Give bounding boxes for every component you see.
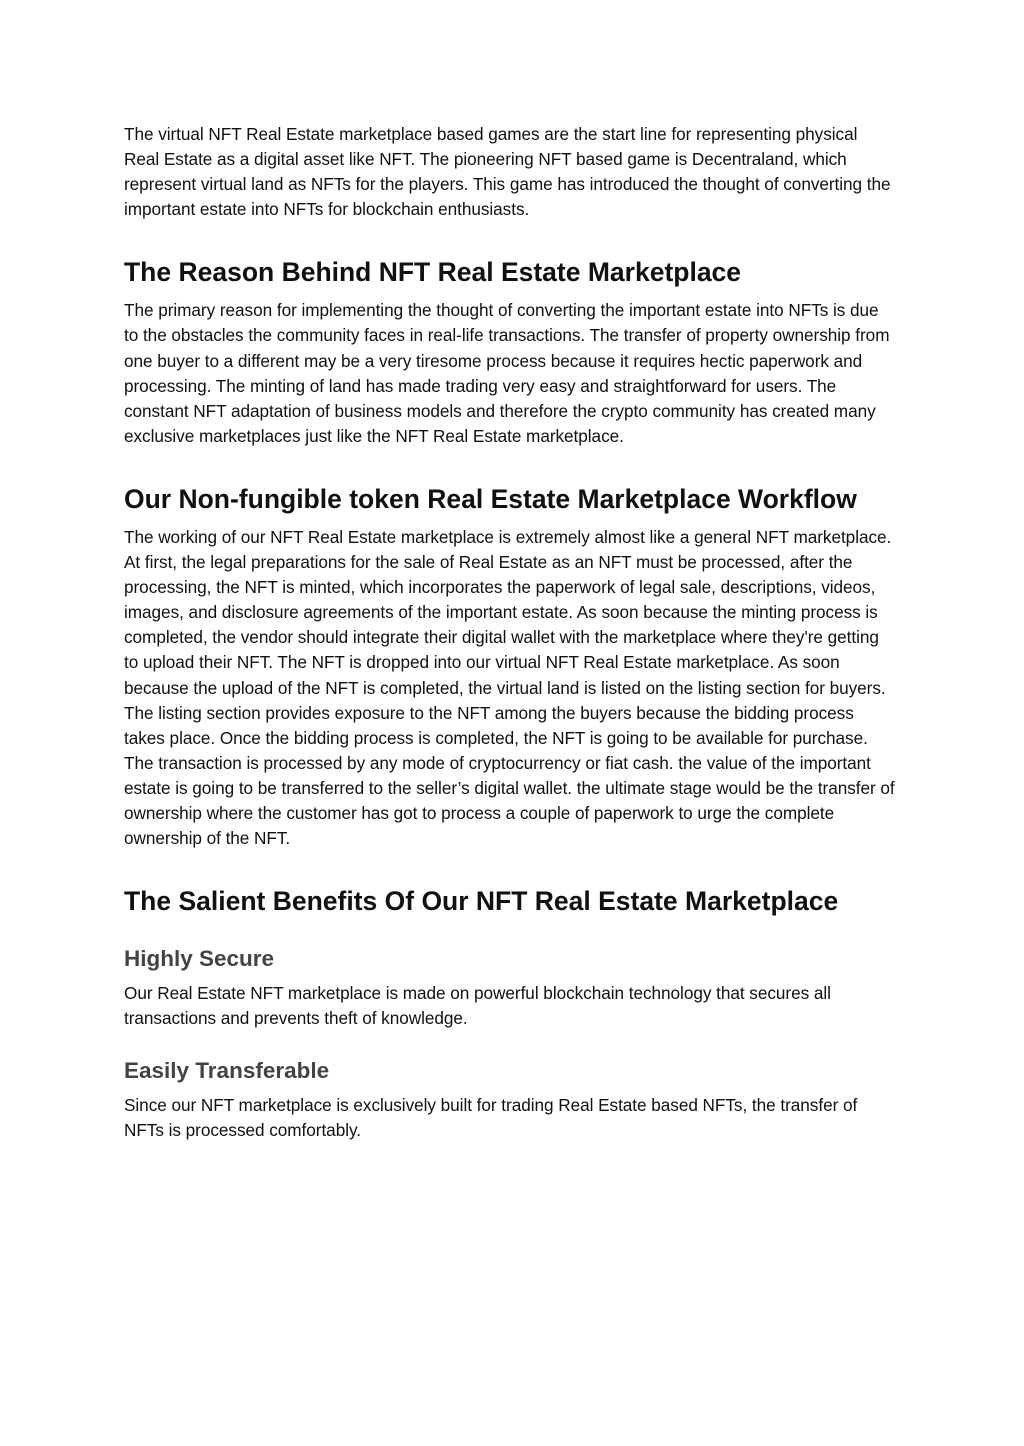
- document-page: [124, 122, 896, 1144]
- paragraph-easily-transferable: Since our NFT marketplace is exclusively built for trading Real Estate based NFTs, the transfer of NFTs is processed comfortably.: [124, 1095, 858, 1141]
- section-paragraph-reason: The primary reason for implementing the thought of converting the important estate into NFTs is due to the obstacles the community faces in real-life transactions. The transfer of property ownership from one buyer to a different may be a very tiresome process because it requires hectic paperwork and processing. The minting of land has made trading very easy and straightforward for users. The constant NFT adaptation of business models and therefore the crypto community has created many exclusive marketplaces just like the NFT Real Estate marketplace.: [124, 300, 890, 446]
- section-heading-workflow: Our Non-fungible token Real Estate Marketplace Workflow: [124, 483, 857, 514]
- subheading-easily-transferable: Easily Transferable: [124, 1058, 330, 1084]
- section-paragraph-workflow: The working of our NFT Real Estate marketplace is extremely almost like a general NFT marketplace. At first, the legal preparations for the sale of Real Estate as an NFT must be processed, after the processing, the NFT is minted, which incorporates the paperwork of legal sale, descriptions, videos, images, and disclosure agreements of the important estate. As soon because the minting process is completed, the vendor should integrate their digital wallet with the marketplace where they're getting to upload their NFT. The NFT is dropped into our virtual NFT Real Estate marketplace. As soon because the upload of the NFT is completed, the virtual land is listed on the listing section for buyers. The listing section provides exposure to the NFT among the buyers because the bidding process takes place. Once the bidding process is completed, the NFT is going to be available for purchase. The transaction is processed by any mode of cryptocurrency or fiat cash. the value of the important estate is going to be transferred to the seller’s digital wallet. the ultimate stage would be the transfer of ownership where the customer has got to process a couple of paperwork to urge the complete ownership of the NFT.: [124, 526, 895, 849]
- section-heading-reason: The Reason Behind NFT Real Estate Marketplace: [124, 257, 742, 288]
- intro-paragraph: The virtual NFT Real Estate marketplace based games are the start line for representing physical Real Estate as a digital asset like NFT. The pioneering NFT based game is Decentraland, which represent virtual land as NFTs for the players. This game has introduced the thought of converting the important estate into NFTs for blockchain enthusiasts.: [124, 124, 891, 220]
- paragraph-highly-secure: Our Real Estate NFT marketplace is made on powerful blockchain technology that secures all transactions and prevents theft of knowledge.: [124, 983, 831, 1029]
- subheading-highly-secure: Highly Secure: [124, 946, 275, 972]
- section-heading-benefits: The Salient Benefits Of Our NFT Real Estate Marketplace: [124, 886, 839, 917]
